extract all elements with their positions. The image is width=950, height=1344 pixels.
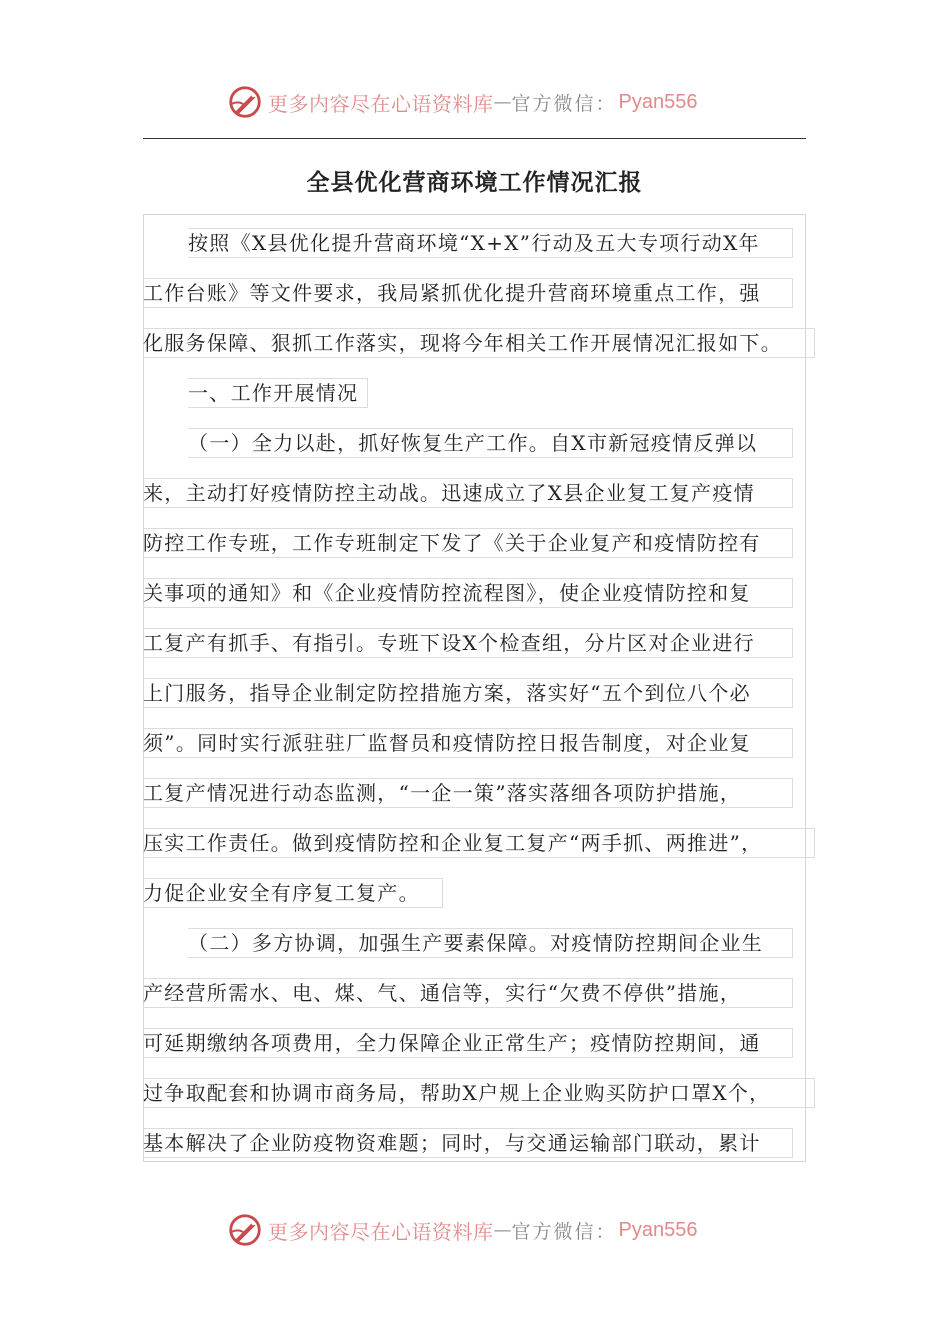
paragraph-line: 工复产情况进行动态监测，“一企一策”落实落细各项防护措施， [143, 778, 793, 808]
brand-name: 更多内容尽在心语资料库 [268, 1219, 494, 1244]
paragraph-line: 压实工作责任。做到疫情防控和企业复工复产“两手抓、两推进”， [143, 828, 815, 858]
pen-logo-icon [226, 83, 264, 121]
document-title: 全县优化营商环境工作情况汇报 [306, 170, 643, 196]
wechat-label: 官方微信： [511, 92, 617, 115]
paragraph-line: 关事项的通知》和《企业疫情防控流程图》，使企业疫情防控和复 [143, 578, 793, 608]
paragraph-line: 来，主动打好疫情防控主动战。迅速成立了X县企业复工复产疫情 [143, 478, 793, 508]
section-heading: 一、工作开展情况 [188, 378, 368, 408]
header-brand [226, 82, 746, 122]
pen-logo-icon [226, 1211, 264, 1249]
paragraph-line: 上门服务，指导企业制定防控措施方案，落实好“五个到位八个必 [143, 678, 793, 708]
paragraph-line: 力促企业安全有序复工复产。 [143, 878, 443, 908]
paragraph-line: （二）多方协调，加强生产要素保障。对疫情防控期间企业生 [188, 928, 793, 958]
paragraph-line: 可延期缴纳各项费用，全力保障企业正常生产；疫情防控期间，通 [143, 1028, 793, 1058]
wechat-id: Pyan556 [618, 1218, 698, 1241]
brand-dash: — [493, 1219, 512, 1241]
paragraph-line: 须”。同时实行派驻驻厂监督员和疫情防控日报告制度，对企业复 [143, 728, 793, 758]
paragraph-line: 基本解决了企业防疫物资难题；同时，与交通运输部门联动，累计 [143, 1128, 793, 1158]
paragraph-line: 按照《X县优化提升营商环境“X+X”行动及五大专项行动X年 [188, 228, 793, 258]
paragraph-line: 过争取配套和协调市商务局，帮助X户规上企业购买防护口罩X个， [143, 1078, 815, 1108]
brand-dash: — [493, 91, 512, 113]
paragraph-line: 防控工作专班，工作专班制定下发了《关于企业复产和疫情防控有 [143, 528, 793, 558]
paragraph-line: 产经营所需水、电、煤、气、通信等，实行“欠费不停供”措施， [143, 978, 793, 1008]
paragraph-line: 化服务保障、狠抓工作落实，现将今年相关工作开展情况汇报如下。 [143, 328, 815, 358]
paragraph-line: 工复产有抓手、有指引。专班下设X个检查组，分片区对企业进行 [143, 628, 793, 658]
paragraph-line: 工作台账》等文件要求，我局紧抓优化提升营商环境重点工作，强 [143, 278, 793, 308]
wechat-label: 官方微信： [511, 1220, 617, 1243]
footer-brand [226, 1210, 746, 1250]
wechat-id: Pyan556 [618, 90, 698, 113]
brand-name: 更多内容尽在心语资料库 [268, 91, 494, 116]
paragraph-line: （一）全力以赴，抓好恢复生产工作。自X市新冠疫情反弹以 [188, 428, 793, 458]
header-divider [143, 138, 806, 139]
